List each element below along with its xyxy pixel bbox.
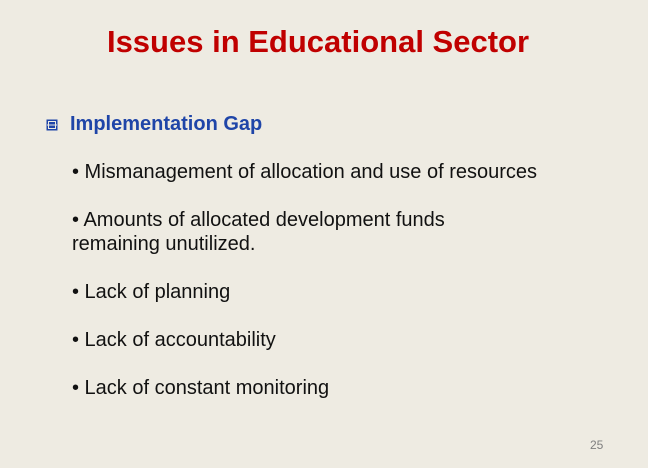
slide-title: Issues in Educational Sector: [106, 24, 530, 59]
list-item: • Mismanagement of allocation and use of resources: [72, 161, 538, 183]
list-item: • Lack of constant monitoring: [72, 377, 330, 399]
section-heading: [46, 113, 262, 136]
list-item: • Lack of planning: [72, 281, 231, 303]
section-label: Implementation Gap: [70, 113, 263, 135]
page-number: 25: [590, 438, 604, 452]
list-item: • Amounts of allocated development funds remaining unutilized.: [72, 209, 445, 255]
square-bullet-icon: [46, 119, 58, 131]
list-item: • Lack of accountability: [72, 329, 276, 351]
